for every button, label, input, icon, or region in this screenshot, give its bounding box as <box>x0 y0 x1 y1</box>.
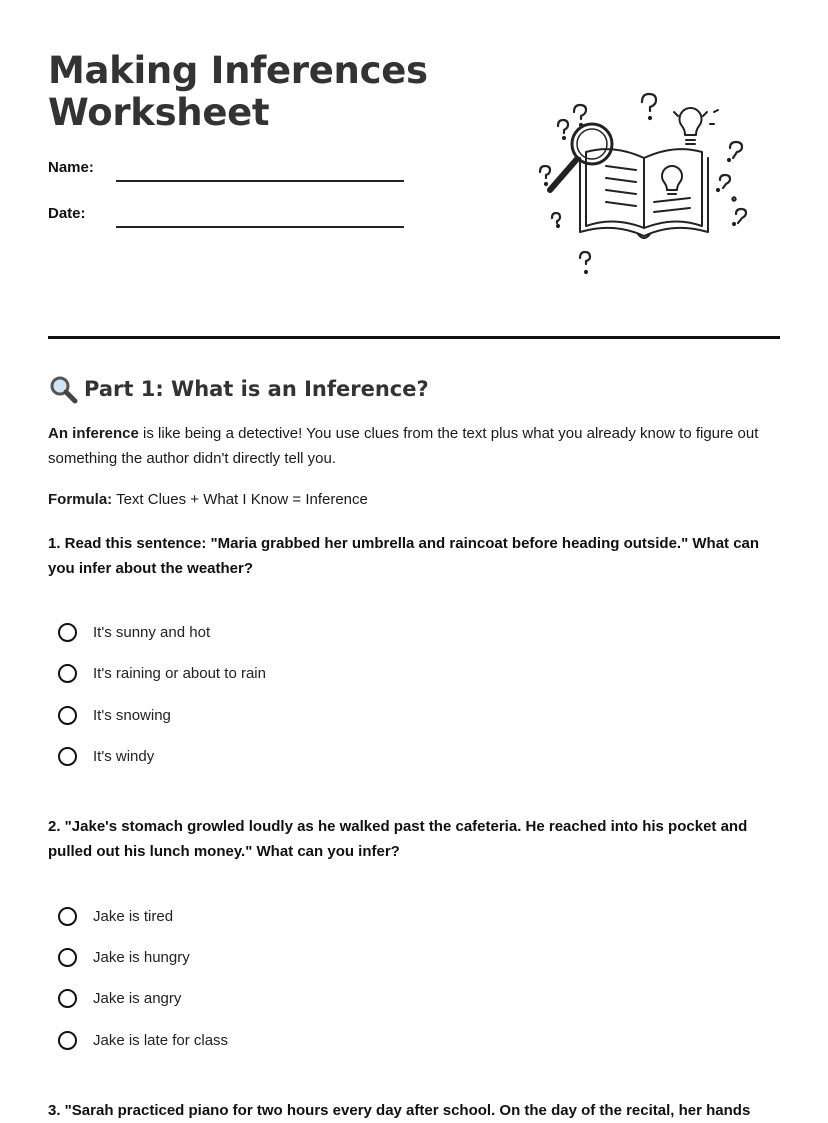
question-2-text: 2. "Jake's stomach growled loudly as he walked past the cafeteria. He reached into his pocket and pulled out his lunch money." What can you infer? <box>48 818 748 860</box>
name-label: Name: <box>48 159 94 176</box>
formula-line <box>48 487 788 512</box>
q2-option-1-label: Jake is tired <box>93 907 174 925</box>
intro-paragraph <box>48 421 788 471</box>
q2-option-2-label: Jake is hungry <box>93 948 190 966</box>
radio-button-icon[interactable] <box>58 1031 77 1050</box>
radio-button-icon[interactable] <box>58 907 77 926</box>
radio-button-icon[interactable] <box>58 948 77 967</box>
radio-button-icon[interactable] <box>58 989 77 1008</box>
q1-option-1[interactable] <box>58 619 210 645</box>
formula-text: Text Clues + What I Know = Inference <box>112 491 368 508</box>
book-illustration-icon <box>514 66 774 296</box>
q1-option-1-label: It's sunny and hot <box>93 623 211 641</box>
q2-option-2[interactable] <box>58 944 190 970</box>
question-3-text: 3. "Sarah practiced piano for two hours every day after school. On the day of the recital, her hands <box>48 1102 751 1119</box>
q2-option-3[interactable] <box>58 985 181 1011</box>
q1-option-3-label: It's snowing <box>93 706 171 724</box>
title-line-1: Making Inferences <box>48 49 428 92</box>
radio-button-icon[interactable] <box>58 706 77 725</box>
q1-option-2[interactable] <box>58 660 266 686</box>
q2-option-4[interactable] <box>58 1027 228 1053</box>
intro-bold: An inference <box>48 425 139 442</box>
magnifier-emoji-icon <box>48 374 78 404</box>
part-1-heading <box>48 374 429 404</box>
radio-button-icon[interactable] <box>58 623 77 642</box>
q2-option-1[interactable] <box>58 903 173 929</box>
formula-label: Formula: <box>48 491 113 508</box>
date-field[interactable] <box>116 226 404 228</box>
radio-button-icon[interactable] <box>58 747 77 766</box>
q1-option-3[interactable] <box>58 702 171 728</box>
question-1-text: 1. Read this sentence: "Maria grabbed her umbrella and raincoat before heading outside." What can you infer about the weather? <box>48 535 760 577</box>
date-label: Date: <box>48 205 86 222</box>
intro-text: is like being a detective! You use clues from the text plus what you already know to figure out something the author didn't directly tell you. <box>48 425 759 467</box>
q2-option-3-label: Jake is angry <box>93 989 182 1007</box>
q1-option-4-label: It's windy <box>93 747 155 765</box>
q1-option-4[interactable] <box>58 743 154 769</box>
worksheet-title <box>48 50 428 134</box>
q2-option-4-label: Jake is late for class <box>93 1031 229 1049</box>
radio-button-icon[interactable] <box>58 664 77 683</box>
section-divider <box>48 336 780 339</box>
part-1-heading-text: Part 1: What is an Inference? <box>84 377 429 401</box>
q1-option-2-label: It's raining or about to rain <box>93 664 266 682</box>
title-line-2: Worksheet <box>48 91 270 134</box>
name-field[interactable] <box>116 180 404 182</box>
